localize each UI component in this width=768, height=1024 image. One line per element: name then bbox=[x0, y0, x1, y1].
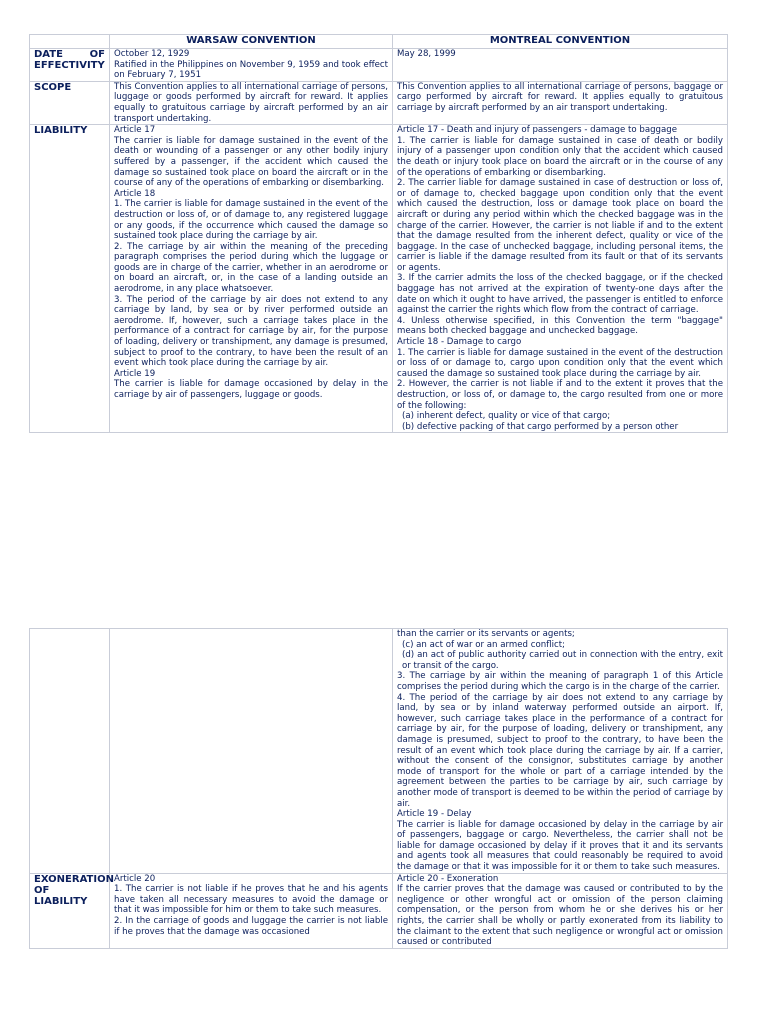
liability-montreal-paragraph: 3. If the carrier admits the loss of the checked baggage, or if the checked baggage has not arrived at the expiration of twenty-one days after the date on which it ought to have arrived, the passenger is entitled to enforce against the carrier the rights which flow from the contract of carriage. bbox=[397, 273, 723, 316]
exoneration-montreal-paragraph: If the carrier proves that the damage was caused or contributed to by the negligence or other wrongful act or omission of the person claiming compensation, or the person from whom he or she derives his or her rights, the carrier shall be wholly or partly exonerated from its liability to the claimant to the extent that such negligence or wrongful act or omission caused or contributed bbox=[397, 884, 723, 948]
comparison-table-continued bbox=[29, 628, 728, 949]
blank-header-cell bbox=[30, 35, 110, 49]
liability-montreal-paragraph: (d) an act of public authority carried out in connection with the entry, exit or transit of the cargo. bbox=[402, 650, 723, 671]
exoneration-montreal-paragraph: Article 20 - Exoneration bbox=[397, 873, 499, 884]
date-label: DATE OF EFFECTIVITY bbox=[30, 49, 110, 82]
liability-montreal-paragraph: (a) inherent defect, quality or vice of that cargo; bbox=[402, 411, 611, 422]
liability-continued-row bbox=[30, 629, 728, 874]
liability-montreal-paragraph: than the carrier or its servants or agents; bbox=[397, 629, 575, 639]
liability-continued-warsaw-cell bbox=[110, 629, 393, 874]
liability-warsaw-cell bbox=[110, 125, 393, 433]
date-warsaw-cell bbox=[110, 49, 393, 82]
comparison-table bbox=[29, 34, 728, 433]
liability-warsaw-paragraph: The carrier is liable for damage sustained in the event of the death or wounding of a passenger or any other bodily injury suffered by a passenger, if the accident which caused the damage so sustained took place on board the aircraft or in the course of any of the operations of embarking or disembarking. bbox=[114, 135, 388, 189]
liability-montreal-paragraph: Article 19 - Delay bbox=[397, 809, 472, 820]
document-page-2 bbox=[0, 560, 768, 1024]
scope-label: SCOPE bbox=[30, 81, 110, 124]
liability-row bbox=[30, 125, 728, 433]
liability-warsaw-paragraph: Article 19 bbox=[114, 368, 156, 379]
scope-warsaw-cell bbox=[110, 81, 393, 124]
liability-montreal-paragraph: 4. The period of the carriage by air does not extend to any carriage by land, by sea or by inland waterway performed outside an airport. If, however, such carriage takes place in the performance of a contract for carriage by air, for the purpose of loading, delivery or transhipment, any damage is presumed, subject to proof to the contrary, to have been the result of an event which took place during the carriage by air. If a carrier, without the consent of the consignor, substitutes carriage by another mode of transport for the whole or part of a carriage intended by the agreement between the parties to be carriage by air, such carriage by another mode of transport is deemed to be within the period of carriage by air. bbox=[397, 692, 723, 809]
liability-montreal-paragraph: 1. The carrier is liable for damage sustained in the event of the destruction or loss of or damage to, cargo upon condition only that the event which caused the damage so sustained took place during the carriage by air. bbox=[397, 347, 723, 379]
scope-row bbox=[30, 81, 728, 124]
scope-montreal-cell bbox=[393, 81, 728, 124]
header-row bbox=[30, 35, 728, 49]
exoneration-label: EXONERATION OF LIABILITY bbox=[30, 873, 110, 948]
liability-warsaw-paragraph: Article 17 bbox=[114, 125, 156, 136]
liability-montreal-paragraph: The carrier is liable for damage occasioned by delay in the carriage by air of passengers, baggage or cargo. Nevertheless, the carrier shall not be liable for damage occasioned by delay if it proves that it and its servants and agents took all measures that could reasonably be required to avoid the damage or that it was impossible for it or them to take such measures. bbox=[397, 819, 723, 873]
liability-warsaw-paragraph: 1. The carrier is liable for damage sustained in the event of the destruction or loss of, or of damage to, any registered luggage or any goods, if the occurrence which caused the damage so sustained took place during the carriage by air. bbox=[114, 199, 388, 242]
exoneration-warsaw-cell bbox=[110, 873, 393, 948]
montreal-column-header: MONTREAL CONVENTION bbox=[393, 35, 728, 49]
liability-warsaw-paragraph: 3. The period of the carriage by air does not extend to any carriage by land, by sea or by river performed outside an aerodrome. If, however, such a carriage takes place in the performance of a contract for carriage by air, for the purpose of loading, delivery or transhipment, any damage is presumed, subject to proof to the contrary, to have been the result of an event which took place during the carriage by air. bbox=[114, 294, 388, 369]
exoneration-warsaw-paragraph: 1. The carrier is not liable if he proves that he and his agents have taken all necessary measures to avoid the damage or that it was impossible for him or them to take such measures. bbox=[114, 884, 388, 916]
liability-montreal-paragraph: Article 17 - Death and injury of passengers - damage to baggage bbox=[397, 125, 678, 136]
liability-continued-montreal-cell bbox=[393, 629, 728, 874]
exoneration-row bbox=[30, 873, 728, 948]
scope-warsaw-text: This Convention applies to all international carriage of persons, luggage or goods performed by aircraft for reward. It applies equally to gratuitous carriage by aircraft performed by an air transport undertaking. bbox=[114, 81, 388, 124]
liability-montreal-paragraph: 2. However, the carrier is not liable if and to the extent it proves that the destruction, or loss of, or damage to, the cargo resulted from one or more of the following: bbox=[397, 379, 723, 411]
liability-warsaw-paragraph: 2. The carriage by air within the meaning of the preceding paragraph comprises the period during which the luggage or goods are in charge of the carrier, whether in an aerodrome or on board an aircraft, or, in the case of a landing outside an aerodrome, in any place whatsoever. bbox=[114, 241, 388, 295]
exoneration-warsaw-paragraph: 2. In the carriage of goods and luggage the carrier is not liable if he proves that the damage was occasioned bbox=[114, 916, 388, 937]
liability-montreal-paragraph: 4. Unless otherwise specified, in this Convention the term "baggage" means both checked baggage and unchecked baggage. bbox=[397, 315, 723, 337]
exoneration-warsaw-paragraph: Article 20 bbox=[114, 873, 156, 884]
scope-montreal-text: This Convention applies to all international carriage of persons, baggage or cargo performed by aircraft for reward. It applies equally to gratuitous carriage by aircraft performed by an air transport undertaking. bbox=[397, 81, 723, 113]
liability-continued-label-cell bbox=[30, 629, 110, 874]
date-row bbox=[30, 49, 728, 82]
liability-montreal-paragraph: 3. The carriage by air within the meaning of paragraph 1 of this Article comprises the period during which the cargo is in the charge of the carrier. bbox=[397, 671, 723, 692]
date-warsaw-line: October 12, 1929 bbox=[114, 49, 190, 59]
liability-montreal-paragraph: (c) an act of war or an armed conflict; bbox=[402, 639, 565, 650]
liability-warsaw-paragraph: The carrier is liable for damage occasioned by delay in the carriage by air of passengers, luggage or goods. bbox=[114, 379, 388, 400]
date-warsaw-line: Ratified in the Philippines on November 9, 1959 and took effect on February 7, 1951 bbox=[114, 59, 388, 81]
liability-montreal-paragraph: 1. The carrier is liable for damage sustained in case of death or bodily injury of a passenger upon condition only that the accident which caused the death or injury took place on board the aircraft or in the course of any of the operations of embarking or disembarking. bbox=[397, 135, 723, 178]
liability-label: LIABILITY bbox=[30, 125, 110, 433]
warsaw-column-header: WARSAW CONVENTION bbox=[110, 35, 393, 49]
liability-montreal-paragraph: (b) defective packing of that cargo performed by a person other bbox=[402, 421, 679, 432]
date-montreal-cell bbox=[393, 49, 728, 82]
liability-montreal-paragraph: Article 18 - Damage to cargo bbox=[397, 337, 522, 348]
liability-montreal-cell bbox=[393, 125, 728, 433]
exoneration-montreal-cell bbox=[393, 873, 728, 948]
liability-warsaw-paragraph: Article 18 bbox=[114, 188, 156, 199]
liability-montreal-paragraph: 2. The carrier liable for damage sustained in case of destruction or loss of, or of damage to, checked baggage upon condition only that the event which caused the destruction, loss or damage took place on board the aircraft or during any period within which the checked baggage was in the charge of the carrier. However, the carrier is not liable if and to the extent that the damage resulted from the inherent defect, quality or vice of the baggage. In the case of unchecked baggage, including personal items, the carrier is liable if the damage resulted from its fault or that of its servants or agents. bbox=[397, 178, 723, 273]
date-montreal-line: May 28, 1999 bbox=[397, 49, 456, 59]
